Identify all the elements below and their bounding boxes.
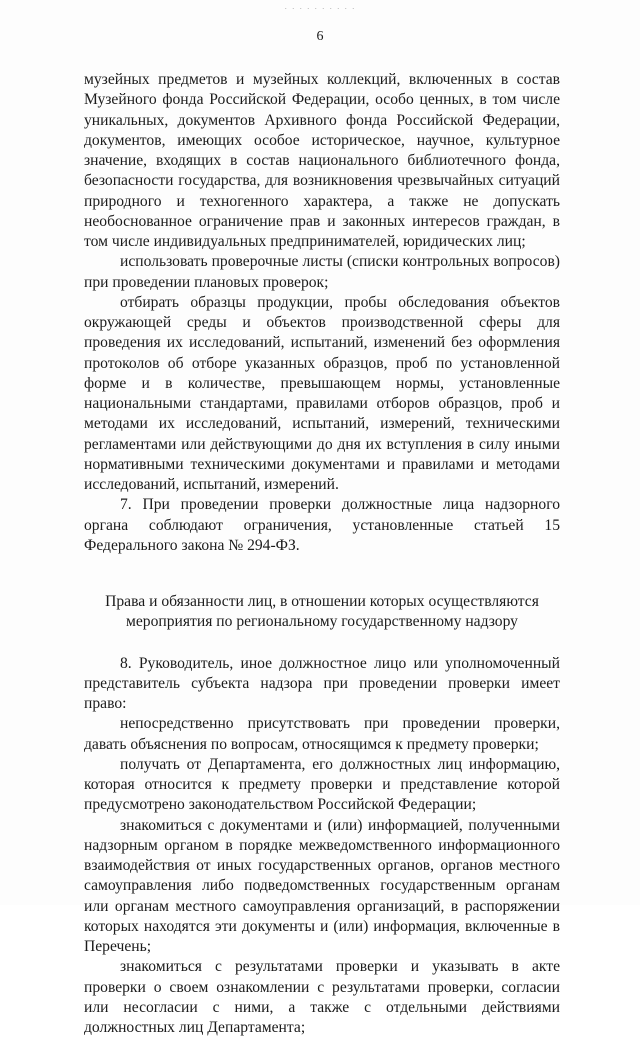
paragraph-right-documents: знакомиться с документами и (или) информацией, полученными надзорным органом в порядке межведомственного информационного взаимодействия от иных государственных органов, органов местного самоуправления либо подведомственных государственным органам или органам местного самоуправления организаций, в распоряжении которых находятся эти документы и (или) информация, включенные в Перечень; [84, 816, 560, 955]
paragraph-checklists: использовать проверочные листы (списки контрольных вопросов) при проведении плановых проверок; [84, 253, 560, 291]
paragraph-right-attend: непосредственно присутствовать при проведении проверки, давать объяснения по вопросам, относящимся к предмету проверки; [84, 715, 560, 753]
document-body [84, 70, 560, 1038]
section-heading-line-2: мероприятия по региональному государственному надзору [126, 613, 518, 631]
paragraph-item-8: 8. Руководитель, иное должностное лицо или уполномоченный представитель субъекта надзора при проведении проверки имеет право: [84, 654, 560, 712]
paragraph-right-results: знакомиться с результатами проверки и указывать в акте проверки о своем ознакомлении с результатами проверки, согласии или несогласии с ними, а также с отдельными действиями должностных лиц Департамента; [84, 958, 560, 1036]
section-heading [84, 592, 560, 633]
section-heading-line-1: Права и обязанности лиц, в отношении которых осуществляются [105, 593, 539, 610]
paragraph-samples: отбирать образцы продукции, пробы обследования объектов окружающей среды и объектов производственной сферы для проведения их исследований, испытаний, изменений без оформления протоколов об отборе указанных образцов, проб по установленной форме и в количестве, превышающем нормы, установленные национальными стандартами, правилами отборов образцов, проб и методами их исследований, испытаний, измерений, техническими регламентами или действующими до дня их вступления в силу иными нормативными техническими документами и правилами и методами исследований, испытаний, измерений. [84, 293, 560, 493]
header-stamp: · · · · · · · · · · [284, 3, 356, 13]
paragraph-right-information: получать от Департамента, его должностных лиц информацию, которая относится к предмету проверки и представление которой предусмотрено законодательством Российской Федерации; [84, 755, 560, 814]
paragraph-museum-items: музейных предметов и музейных коллекций, включенных в состав Музейного фонда Российской Федерации, особо ценных, в том числе уникальных, документов Архивного фонда Российской Федерации, документов, имеющих особое историческое, научное, культурное значение, входящих в состав национального библиотечного фонда, безопасности государства, для возникновения чрезвычайных ситуаций природного и техногенного характера, а также не допускать необоснованное ограничение прав и законных интересов граждан, в том числе индивидуальных предпринимателей, юридических лиц; [84, 71, 560, 250]
paragraph-item-7: 7. При проведении проверки должностные лица надзорного органа соблюдают ограничения, установленные статьей 15 Федерального закона № 294-ФЗ. [84, 496, 560, 554]
page-number: 6 [316, 29, 324, 44]
